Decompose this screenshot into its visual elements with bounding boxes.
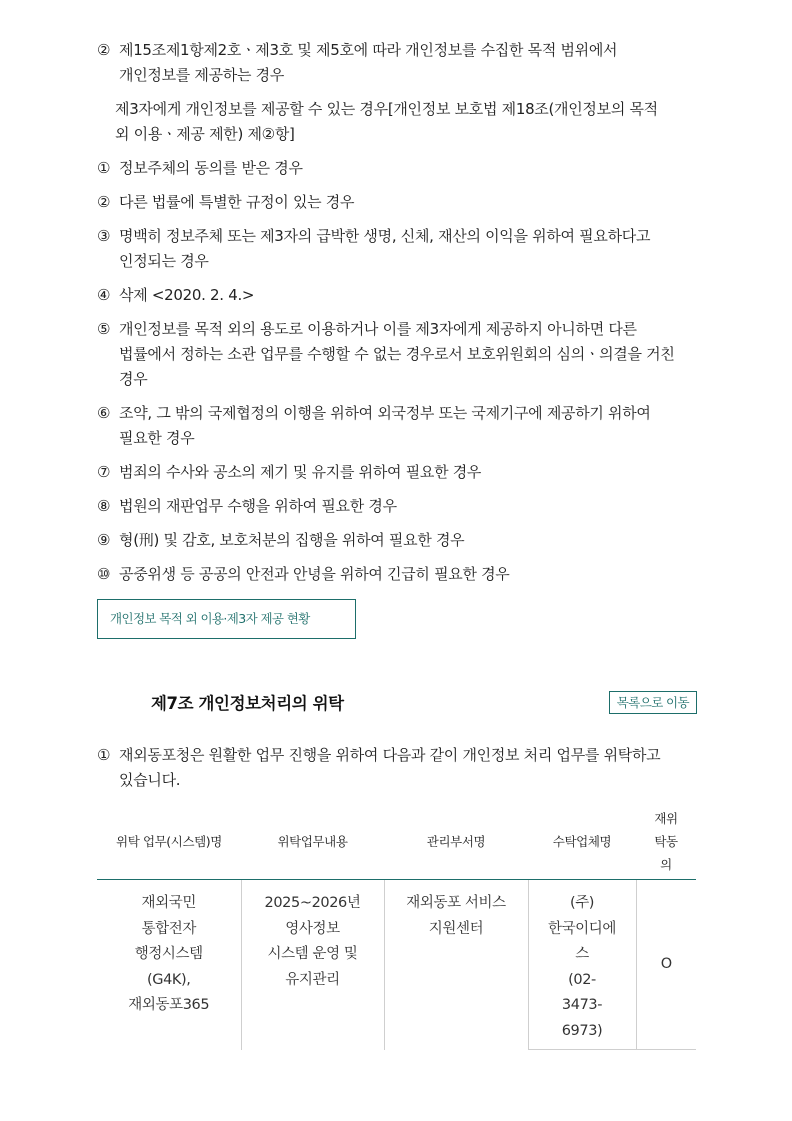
item-number: ③ [97, 227, 111, 245]
trust-table [97, 803, 696, 1050]
item-line: 필요한 경우 [119, 429, 195, 447]
cell-agency [528, 880, 636, 1050]
cell-content [241, 880, 384, 1050]
item-number: ⑩ [97, 565, 111, 583]
items-top [97, 38, 697, 88]
section7-header [97, 690, 697, 720]
list-item [97, 156, 697, 181]
item-line: 공중위생 등 공공의 안전과 안녕을 위하여 긴급히 필요한 경우 [119, 565, 510, 583]
cell-dept [384, 880, 528, 1050]
cell-line: 2025~2026년 [264, 895, 361, 911]
list-item [97, 317, 697, 392]
section7-intro [97, 743, 697, 793]
header-recon [636, 803, 696, 880]
item-line: 범죄의 수사와 공소의 제기 및 유지를 위하여 필요한 경우 [119, 463, 482, 481]
item-line: 조약, 그 밖의 국제협정의 이행을 위하여 외국정부 또는 국제기구에 제공하기 위하여 [119, 404, 651, 422]
header-content: 위탁업무내용 [241, 803, 384, 880]
list-item [97, 528, 697, 553]
cell-line: 스 [575, 946, 589, 962]
cell-system [97, 880, 241, 1050]
third-party-heading [97, 97, 697, 147]
list-item [97, 283, 697, 308]
item-line: 제15조제1항제2호ㆍ제3호 및 제5호에 따라 개인정보를 수집한 목적 범위에서 [119, 41, 618, 59]
header-system: 위탁 업무(시스템)명 [97, 803, 241, 880]
trust-table-header-row [97, 803, 696, 880]
cell-line: 지원센터 [428, 920, 484, 937]
cell-line: (G4K), [147, 971, 191, 988]
intro-line: 재외동포청은 원활한 업무 진행을 위하여 다음과 같이 개인정보 처리 업무를 위탁하고 [119, 746, 661, 764]
item-number: ⑧ [97, 497, 111, 515]
list-item [97, 190, 697, 215]
item-line: 개인정보를 제공하는 경우 [119, 66, 285, 84]
list-item [97, 494, 697, 519]
header-recon-line: 의 [660, 856, 672, 872]
item-line: 인정되는 경우 [119, 252, 209, 270]
list-item [97, 460, 697, 485]
item-line: 다른 법률에 특별한 규정이 있는 경우 [119, 193, 355, 211]
item-line: 정보주체의 동의를 받은 경우 [119, 159, 303, 177]
list-item [97, 562, 697, 587]
cell-line: 한국이디에 [547, 920, 617, 937]
cell-recon: O [636, 880, 696, 1050]
cell-line: (주) [569, 895, 595, 911]
cell-line: 6973) [561, 1022, 603, 1039]
item-line: 경우 [119, 370, 148, 388]
header-recon-line: 재위 [654, 810, 678, 826]
item-line: 개인정보를 목적 외의 용도로 이용하거나 이를 제3자에게 제공하지 아니하면 다른 [119, 320, 637, 338]
item-number: ② [97, 193, 111, 211]
list-item [97, 224, 697, 274]
cell-line: 재외동포365 [128, 997, 210, 1013]
cell-line: 유지관리 [285, 971, 340, 988]
cell-line: (02- [568, 971, 596, 988]
third-party-heading-line: 외 이용ㆍ제공 제한) 제②항] [115, 125, 295, 143]
table-row [97, 880, 696, 1050]
intro-number: ① [97, 746, 111, 764]
item-number: ② [97, 41, 111, 59]
item-number: ⑤ [97, 320, 111, 338]
list-item [97, 38, 697, 88]
header-recon-line: 탁동 [654, 833, 678, 849]
item-number: ⑥ [97, 404, 111, 422]
item-number: ⑦ [97, 463, 111, 481]
cell-line: 통합전자 [141, 920, 196, 937]
item-number: ⑨ [97, 531, 111, 549]
item-line: 법원의 재판업무 수행을 위하여 필요한 경우 [119, 497, 397, 515]
intro-line: 있습니다. [119, 771, 181, 789]
third-party-status-button[interactable]: 개인정보 목적 외 이용·제3자 제공 현황 [97, 599, 356, 639]
cell-line: 시스템 운영 및 [267, 946, 358, 962]
back-to-list-button[interactable]: 목록으로 이동 [609, 691, 697, 714]
cell-line: 3473- [561, 997, 603, 1013]
item-line: 법률에서 정하는 소관 업무를 수행할 수 없는 경우로서 보호위원회의 심의ㆍ의결을 거친 [119, 345, 675, 363]
section7-title: 제7조 개인정보처리의 위탁 [151, 694, 344, 713]
third-party-heading-line: 제3자에게 개인정보를 제공할 수 있는 경우[개인정보 보호법 제18조(개인정보의 목적 [115, 100, 658, 118]
item-line: 삭제 <2020. 2. 4.> [119, 286, 255, 304]
document-body [97, 38, 697, 1050]
item-number: ④ [97, 286, 111, 304]
cell-line: 재외동포 서비스 [406, 895, 506, 911]
cell-line: 재외국민 [141, 895, 196, 911]
item-line: 형(刑) 및 감호, 보호처분의 집행을 위하여 필요한 경우 [119, 531, 465, 549]
cell-line: 행정시스템 [134, 946, 203, 962]
header-dept: 관리부서명 [384, 803, 528, 880]
third-party-cases-list [97, 156, 697, 587]
item-line: 명백히 정보주체 또는 제3자의 급박한 생명, 신체, 재산의 이익을 위하여 필요하다고 [119, 227, 651, 245]
item-number: ① [97, 159, 111, 177]
header-agency: 수탁업체명 [528, 803, 636, 880]
cell-line: 영사정보 [285, 920, 340, 937]
list-item [97, 401, 697, 451]
